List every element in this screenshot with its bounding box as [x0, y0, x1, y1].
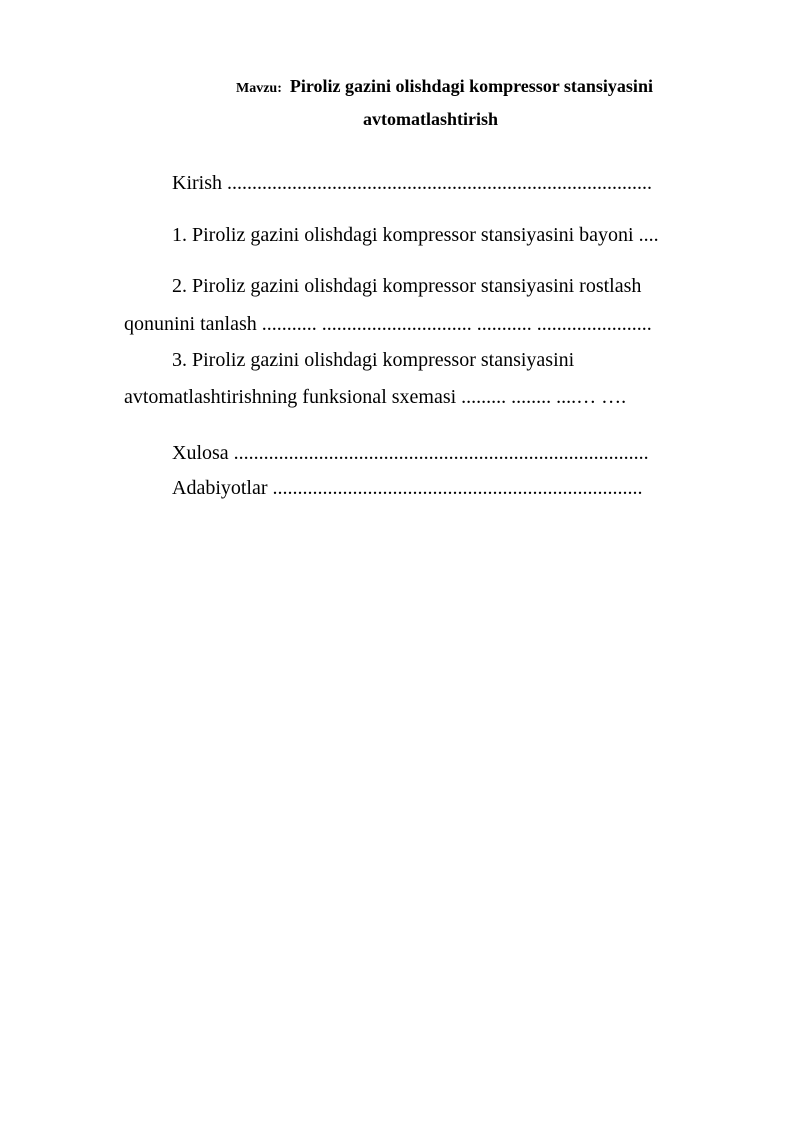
document-title: [236, 76, 653, 97]
topic-label: Mavzu:: [236, 81, 282, 96]
toc-entry-adabiyotlar: Adabiyotlar ..........................................................................: [172, 477, 643, 499]
toc-entry-kirish: Kirish .....................................................................................: [172, 172, 652, 194]
toc-entry-item2-line1: 2. Piroliz gazini olishdagi kompressor stansiyasini rostlash: [172, 275, 642, 297]
toc-entry-item1: 1. Piroliz gazini olishdagi kompressor stansiyasini bayoni ....: [172, 224, 659, 246]
topic-title-line2: avtomatlashtirish: [363, 109, 498, 129]
topic-title-line1: Piroliz gazini olishdagi kompressor stansiyasini: [289, 76, 653, 96]
toc-entry-item2-line2: qonunini tanlash ........... .............................. ........... .......................: [124, 313, 652, 335]
toc-entry-xulosa: Xulosa ...................................................................................: [172, 442, 649, 464]
toc-entry-item3-line1: 3. Piroliz gazini olishdagi kompressor stansiyasini: [172, 349, 575, 371]
toc-entry-item3-line2: avtomatlashtirishning funksional sxemasi ......... ........ ....… ….: [124, 386, 627, 408]
